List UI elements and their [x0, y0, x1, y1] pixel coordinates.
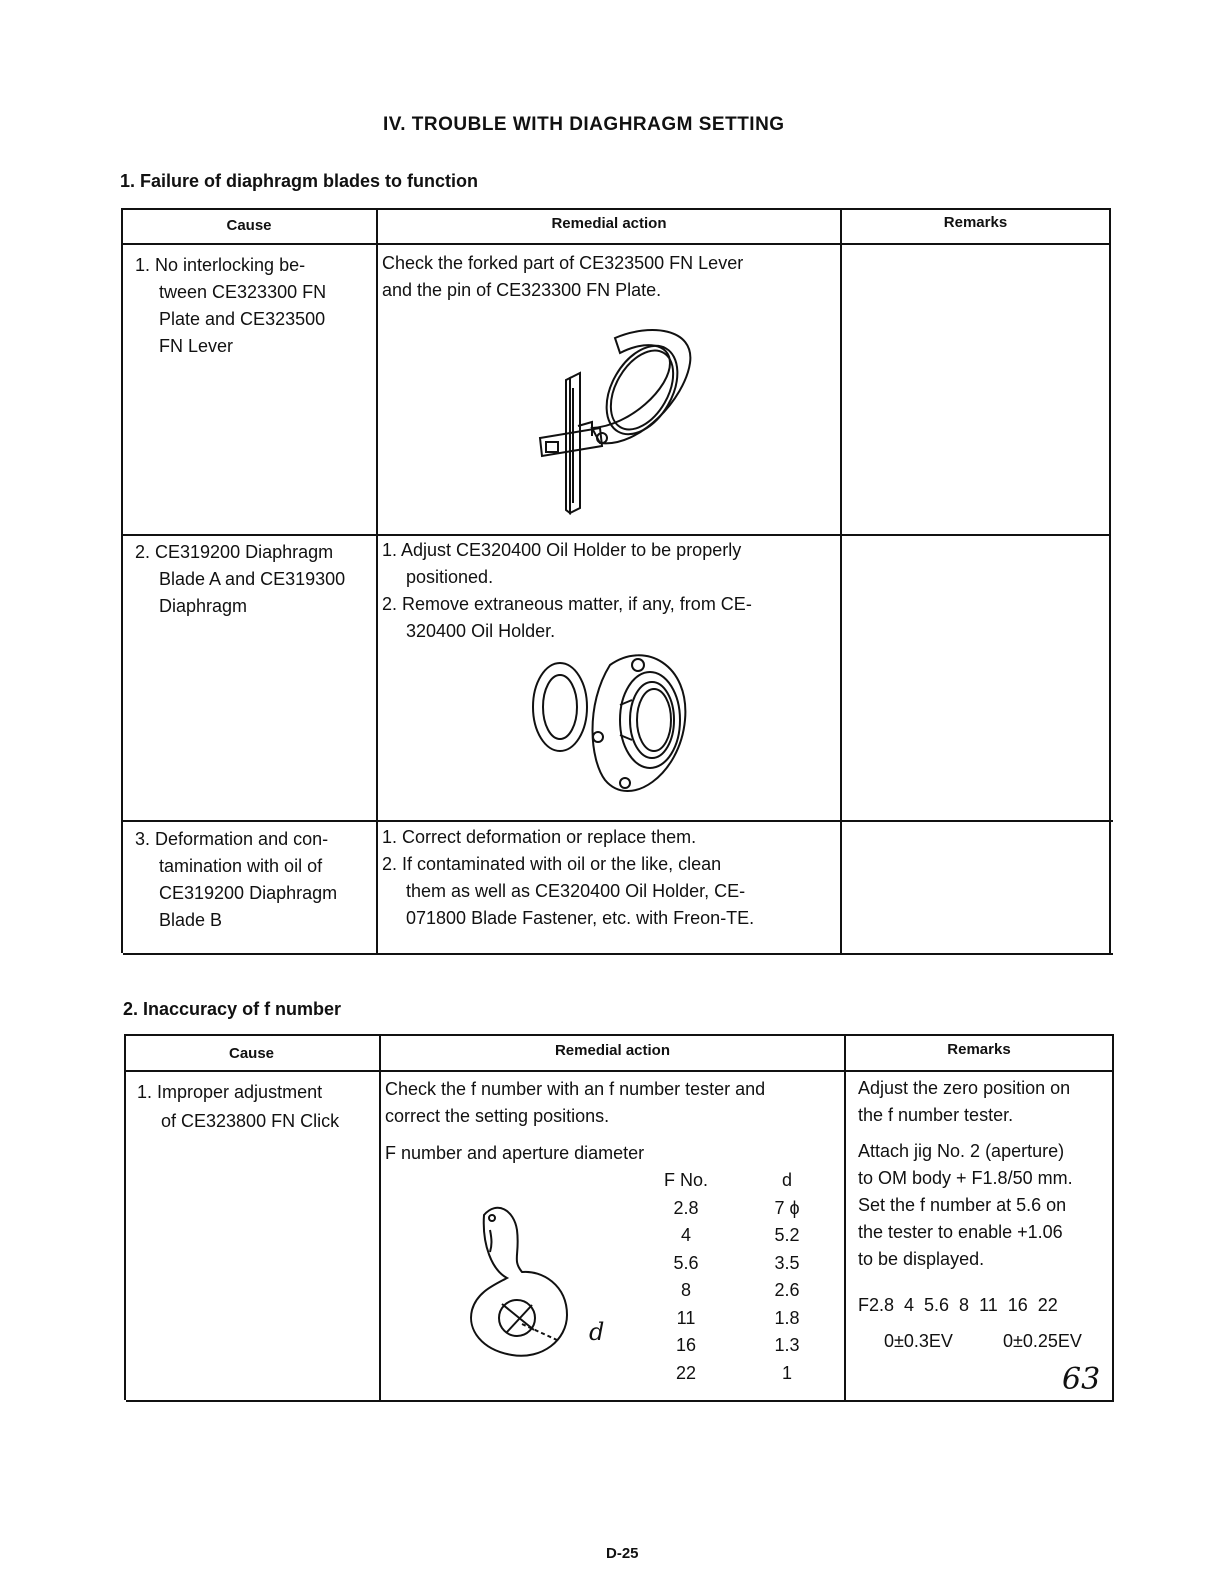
diameter-label: d: [589, 1318, 605, 1346]
fno-value: 4: [680, 1225, 691, 1245]
fno-header: F No.: [663, 1170, 708, 1190]
aperture-table-caption: F number and aperture diameter: [385, 1143, 645, 1163]
s2-remarks-zero: Adjust the zero position on the f number tester.: [858, 1078, 1071, 1125]
fno-value: 22: [675, 1362, 697, 1383]
s1-header-remedial: Remedial action: [551, 215, 667, 232]
s2-header-remedial: Remedial action: [554, 1042, 671, 1059]
fno-value: 16: [675, 1335, 697, 1355]
fstops-line: F2.8 4 5.6 8 11 16 22: [858, 1295, 1058, 1315]
s2-row1-remedial: Check the f number with an f number tester and correct the setting positions.: [385, 1079, 766, 1126]
d-value: 1.8: [774, 1307, 800, 1328]
s2-header-remarks: Remarks: [947, 1041, 1011, 1058]
ev-tolerance-left: 0±0.3EV: [884, 1331, 953, 1351]
fno-value: 8: [680, 1280, 691, 1300]
d-value: 3.5: [774, 1252, 800, 1273]
s1-header-remarks: Remarks: [943, 214, 1008, 231]
s2-row1-cause: 1. Improper adjustment of CE323800 FN Click: [137, 1082, 340, 1131]
d-value: 1: [781, 1362, 792, 1383]
s2-remarks-jig: Attach jig No. 2 (aperture) to OM body + F1.8/50 mm. Set the f number at 5.6 on the tester to enable +1.06 to be displayed.: [858, 1141, 1073, 1269]
d-value: 7 ϕ: [774, 1197, 800, 1218]
fno-value: 2.8: [673, 1197, 699, 1218]
s1-row1-remedial: Check the forked part of CE323500 FN Lever and the pin of CE323300 FN Plate.: [382, 253, 744, 300]
diameter-column: [752, 1167, 822, 1387]
d-value: 2.6: [774, 1280, 800, 1300]
d-value: 1.3: [774, 1335, 800, 1355]
s1-row2-cause: 2. CE319200 Diaphragm Blade A and CE319300 Diaphragm: [135, 542, 346, 616]
section-1-title: 1. Failure of diaphragm blades to function: [120, 171, 479, 191]
s1-row3-remedial: 1. Correct deformation or replace them. 2. If contaminated with oil or the like, clean them as well as CE320400 Oil Holder, CE- 071800 Blade Fastener, etc. with Freon-TE.: [382, 827, 755, 928]
s2-header-cause: Cause: [228, 1045, 275, 1062]
ev-tolerance-right: 0±0.25EV: [1003, 1331, 1082, 1351]
fn-plate-lever-illustration: [520, 318, 710, 523]
page-heading: IV. TROUBLE WITH DIAGHRAGM SETTING: [383, 114, 785, 135]
d-header: d: [781, 1170, 792, 1190]
handwritten-page-number: 63: [1062, 1362, 1101, 1397]
oil-holder-illustration: [520, 645, 710, 803]
s1-row3-cause: 3. Deformation and con- tamination with oil of CE319200 Diaphragm Blade B: [135, 829, 338, 930]
d-value: 5.2: [774, 1225, 800, 1245]
fno-value: 11: [676, 1307, 696, 1328]
fno-column: [650, 1167, 722, 1387]
section-2-title: 2. Inaccuracy of f number: [123, 999, 342, 1019]
s1-header-cause: Cause: [226, 217, 272, 234]
s1-row2-remedial: 1. Adjust CE320400 Oil Holder to be properly positioned. 2. Remove extraneous matter, if any, from CE- 320400 Oil Holder.: [382, 540, 752, 641]
fno-value: 5.6: [673, 1252, 699, 1273]
s1-row1-cause: 1. No interlocking be- tween CE323300 FN Plate and CE323500 FN Lever: [135, 255, 327, 356]
page-footer: D-25: [606, 1545, 639, 1562]
